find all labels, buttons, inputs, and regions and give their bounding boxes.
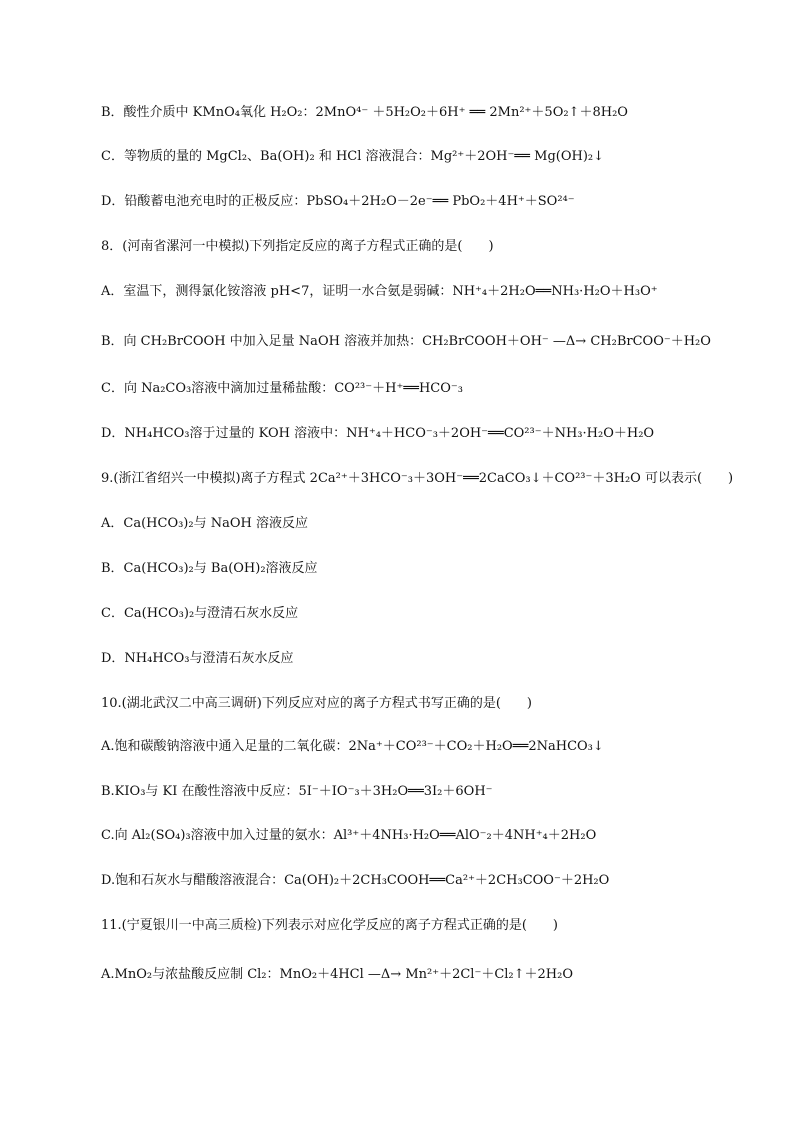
option-8c: C．向 Na₂CO₃溶液中滴加过量稀盐酸：CO²³⁻＋H⁺══HCO⁻₃	[101, 381, 463, 396]
option-8d: D．NH₄HCO₃溶于过量的 KOH 溶液中：NH⁺₄＋HCO⁻₃＋2OH⁻══CO²³⁻＋NH₃·H₂O＋H₂O	[101, 426, 655, 441]
option-11a: A.MnO₂与浓盐酸反应制 Cl₂：MnO₂＋4HCl —Δ→ Mn²⁺＋2Cl⁻＋Cl₂↑＋2H₂O	[101, 967, 574, 982]
option-10c: C.向 Al₂(SO₄)₃溶液中加入过量的氨水：Al³⁺＋4NH₃·H₂O══AlO⁻₂＋4NH⁺₄＋2H₂O	[101, 828, 597, 843]
option-7b: B．酸性介质中 KMnO₄氧化 H₂O₂：2MnO⁴⁻ ＋5H₂O₂＋6H⁺ ══ 2Mn²⁺＋5O₂↑＋8H₂O	[101, 105, 628, 120]
option-9a: A．Ca(HCO₃)₂与 NaOH 溶液反应	[101, 516, 308, 531]
question-8: 8．(河南省漯河一中模拟)下列指定反应的离子方程式正确的是( )	[101, 239, 494, 254]
option-9d: D．NH₄HCO₃与澄清石灰水反应	[101, 651, 294, 666]
question-9: 9.(浙江省绍兴一中模拟)离子方程式 2Ca²⁺＋3HCO⁻₃＋3OH⁻══2CaCO₃↓＋CO²³⁻＋3H₂O 可以表示( )	[101, 471, 734, 486]
option-7c: C．等物质的量的 MgCl₂、Ba(OH)₂ 和 HCl 溶液混合：Mg²⁺＋2OH⁻══ Mg(OH)₂↓	[101, 149, 605, 164]
option-7d: D．铅酸蓄电池充电时的正极反应：PbSO₄＋2H₂O－2e⁻══ PbO₂＋4H⁺＋SO²⁴⁻	[101, 194, 575, 209]
option-10b: B.KIO₃与 KI 在酸性溶液中反应：5I⁻＋IO⁻₃＋3H₂O══3I₂＋6OH⁻	[101, 784, 493, 799]
question-11: 11.(宁夏银川一中高三质检)下列表示对应化学反应的离子方程式正确的是( )	[101, 918, 558, 933]
option-9b: B．Ca(HCO₃)₂与 Ba(OH)₂溶液反应	[101, 561, 318, 576]
question-10: 10.(湖北武汉二中高三调研)下列反应对应的离子方程式书写正确的是( )	[101, 696, 532, 711]
option-8b: B．向 CH₂BrCOOH 中加入足量 NaOH 溶液并加热：CH₂BrCOOH＋OH⁻ —Δ→ CH₂BrCOO⁻＋H₂O	[101, 334, 711, 349]
option-10d: D.饱和石灰水与醋酸溶液混合：Ca(OH)₂＋2CH₃COOH══Ca²⁺＋2CH₃COO⁻＋2H₂O	[101, 873, 610, 888]
option-10a: A.饱和碳酸钠溶液中通入足量的二氧化碳：2Na⁺＋CO²³⁻＋CO₂＋H₂O══2NaHCO₃↓	[101, 739, 604, 754]
option-8a: A．室温下，测得氯化铵溶液 pH<7，证明一水合氨是弱碱：NH⁺₄＋2H₂O══NH₃·H₂O＋H₃O⁺	[101, 284, 658, 299]
option-9c: C．Ca(HCO₃)₂与澄清石灰水反应	[101, 606, 299, 621]
